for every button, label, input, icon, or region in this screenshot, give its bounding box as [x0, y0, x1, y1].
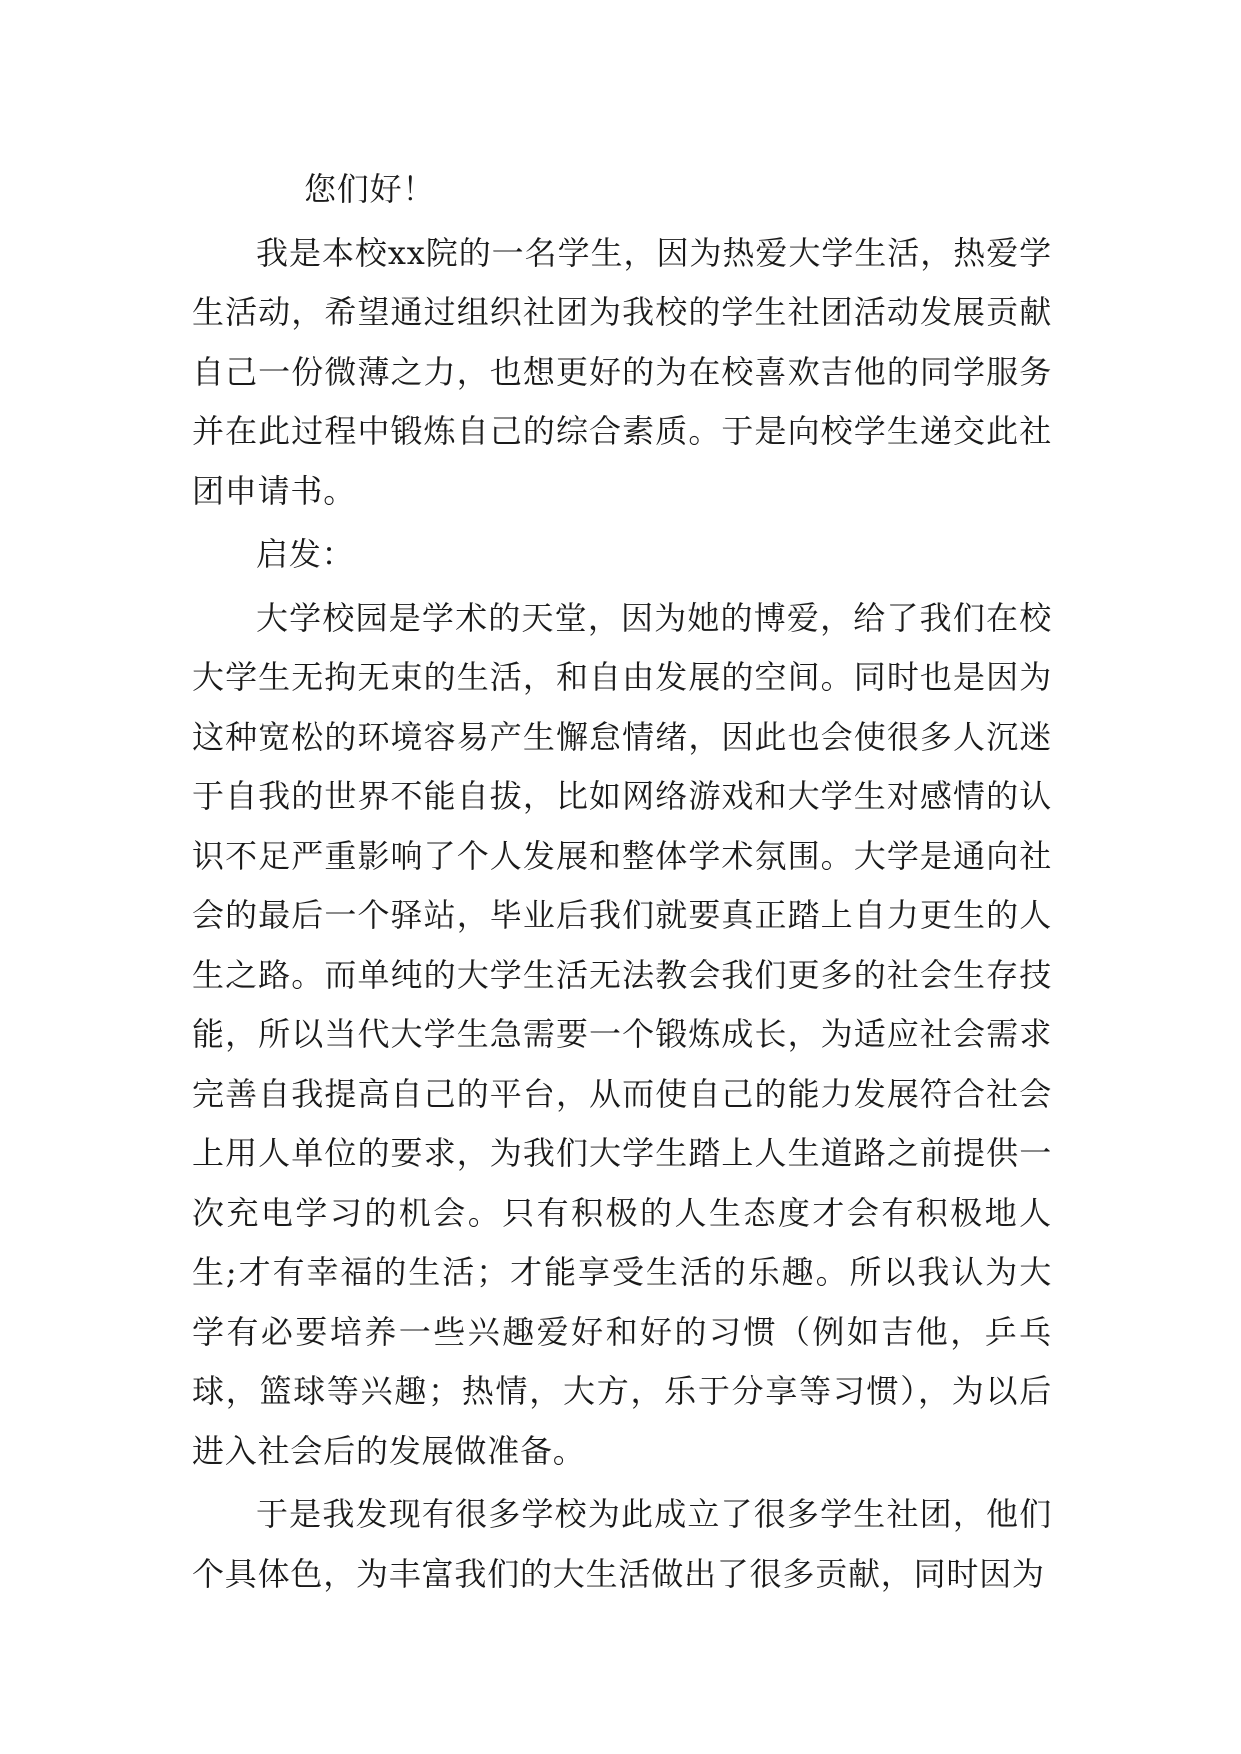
document-body — [192, 160, 1052, 1604]
greeting: 您们好！ — [304, 170, 436, 208]
section-label: 启发： — [256, 535, 355, 573]
paragraph-intro: 我是本校xx院的一名学生，因为热爱大学生活，热爱学生活动，希望通过组织社团为我校的学生社团活动发展贡献自己一份微薄之力，也想更好的为在校喜欢吉他的同学服务并在此过程中锻炼自己的综合素质。于是向校学生递交此社团申请书。 — [192, 233, 1052, 510]
paragraph-continuation: 于是我发现有很多学校为此成立了很多学生社团，他们个具体色，为丰富我们的大生活做出了很多贡献，同时因为 — [192, 1495, 1052, 1593]
paragraph-inspiration: 大学校园是学术的天堂，因为她的博爱，给了我们在校大学生无拘无束的生活，和自由发展的空间。同时也是因为这种宽松的环境容易产生懈怠情绪，因此也会使很多人沉迷于自我的世界不能自拔，比如网络游戏和大学生对感情的认识不足严重影响了个人发展和整体学术氛围。大学是通向社会的最后一个驿站，毕业后我们就要真正踏上自力更生的人生之路。而单纯的大学生活无法教会我们更多的社会生存技能，所以当代大学生急需要一个锻炼成长，为适应社会需求完善自我提高自己的平台，从而使自己的能力发展符合社会上用人单位的要求，为我们大学生踏上人生道路之前提供一次充电学习的机会。只有积极的人生态度才会有积极地人生;才有幸福的生活；才能享受生活的乐趣。所以我认为大学有必要培养一些兴趣爱好和好的习惯（例如吉他，乒乓球，篮球等兴趣；热情，大方，乐于分享等习惯），为以后进入社会后的发展做准备。 — [192, 598, 1052, 1470]
